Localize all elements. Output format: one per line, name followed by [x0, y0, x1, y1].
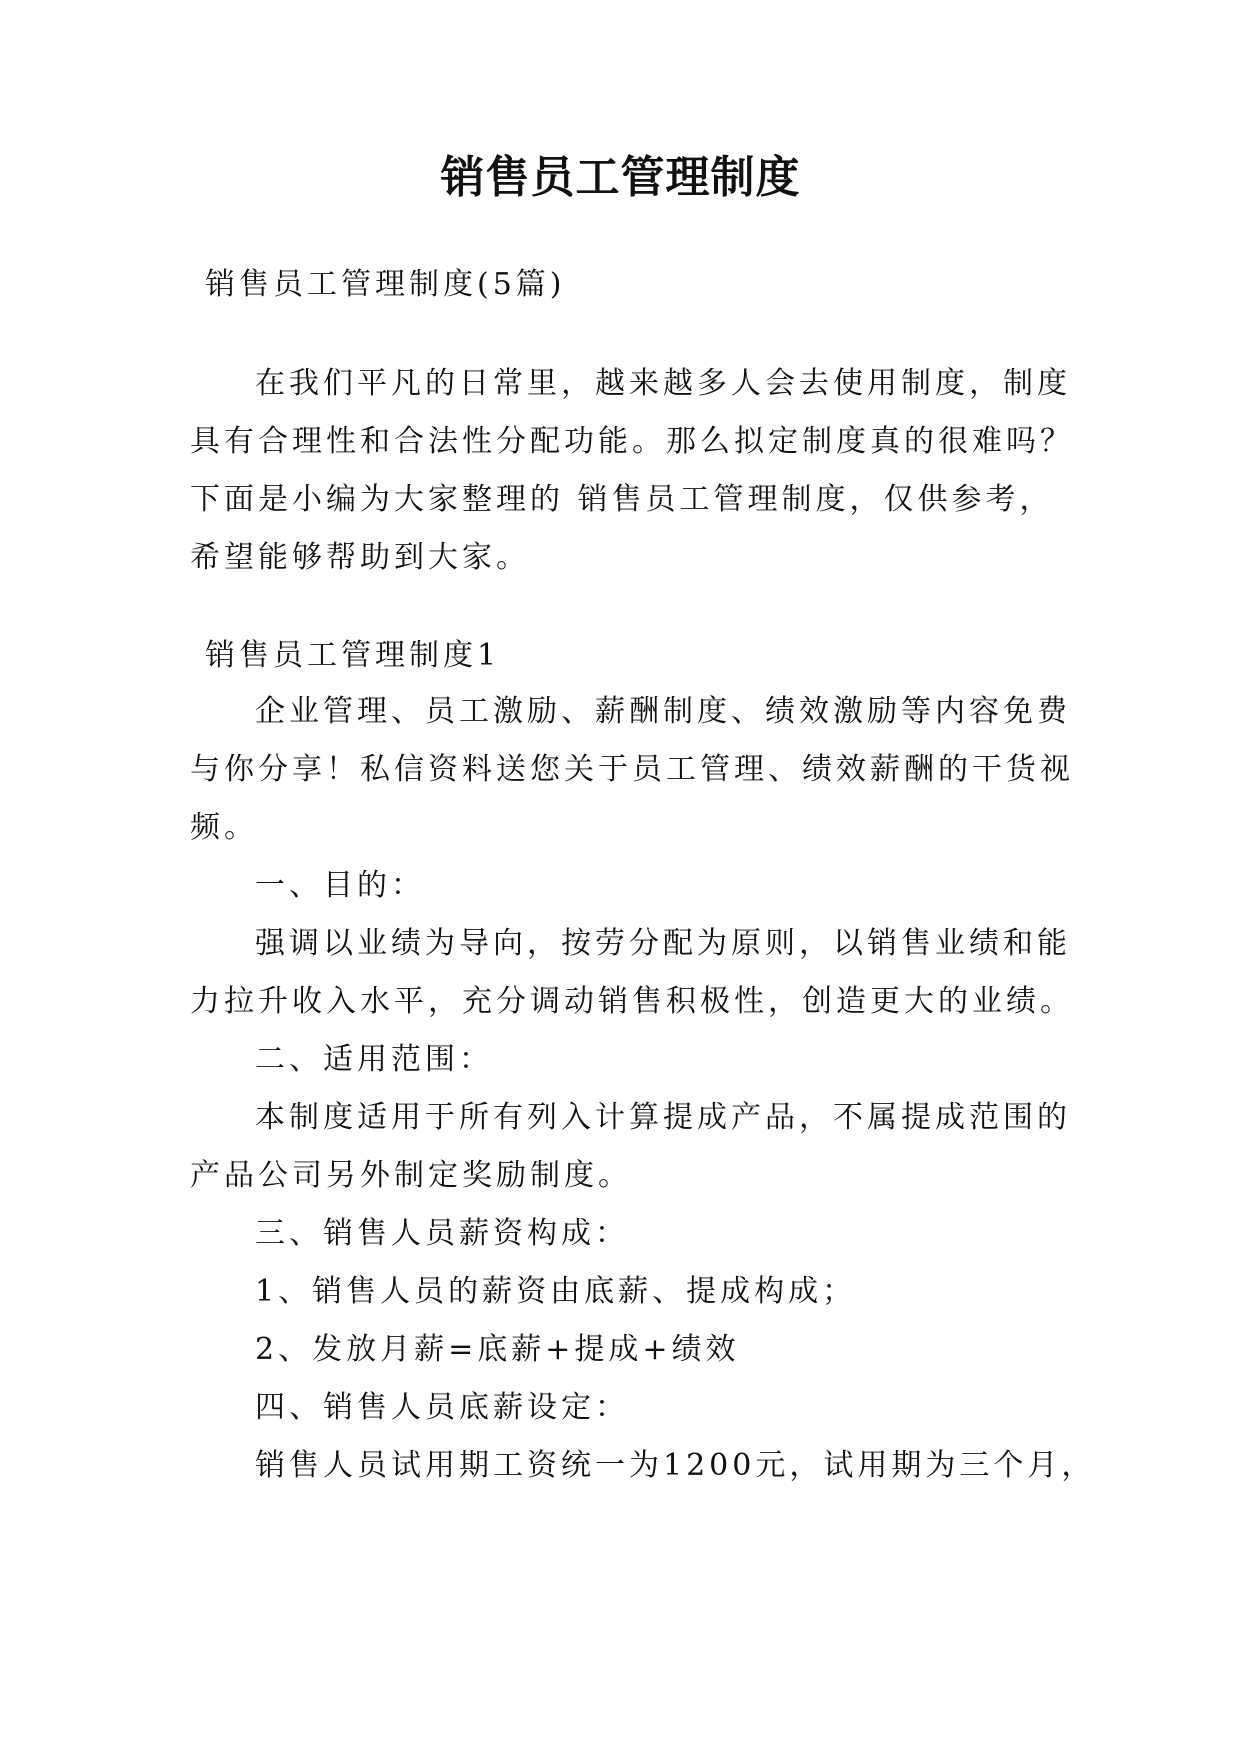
paragraph-line: 本制度适用于所有列入计算提成产品，不属提成范围的	[255, 1100, 1071, 1135]
paragraph-line: 频。	[190, 810, 258, 845]
paragraph-line: 企业管理、员工激励、薪酬制度、绩效激励等内容免费	[255, 694, 1071, 729]
paragraph-line: 2、发放月薪=底薪+提成+绩效	[255, 1332, 740, 1367]
clause-heading: 三、销售人员薪资构成：	[255, 1216, 629, 1251]
paragraph-line: 力拉升收入水平，充分调动销售积极性，创造更大的业绩。	[190, 984, 1074, 1019]
clause-heading: 四、销售人员底薪设定：	[255, 1390, 629, 1425]
paragraph-line: 下面是小编为大家整理的 销售员工管理制度，仅供参考，	[190, 482, 1054, 517]
paragraph-line: 在我们平凡的日常里，越来越多人会去使用制度，制度	[255, 366, 1071, 401]
clause-heading: 二、适用范围：	[255, 1042, 493, 1077]
paragraph-line: 希望能够帮助到大家。	[190, 540, 530, 575]
paragraph-line: 强调以业绩为导向，按劳分配为原则，以销售业绩和能	[255, 926, 1071, 961]
section-heading: 销售员工管理制度1	[205, 638, 501, 673]
paragraph-line: 销售人员试用期工资统一为1200元，试用期为三个月，	[255, 1448, 1096, 1483]
paragraph-line: 与你分享！私信资料送您关于员工管理、绩效薪酬的干货视	[190, 752, 1074, 787]
paragraph-line: 具有合理性和合法性分配功能。那么拟定制度真的很难吗？	[190, 424, 1074, 459]
document-title: 销售员工管理制度	[440, 152, 801, 203]
document-subtitle: 销售员工管理制度(5篇)	[205, 267, 566, 302]
paragraph-line: 1、销售人员的薪资由底薪、提成构成；	[255, 1274, 857, 1309]
clause-heading: 一、目的：	[255, 868, 425, 903]
paragraph-line: 产品公司另外制定奖励制度。	[190, 1158, 632, 1193]
